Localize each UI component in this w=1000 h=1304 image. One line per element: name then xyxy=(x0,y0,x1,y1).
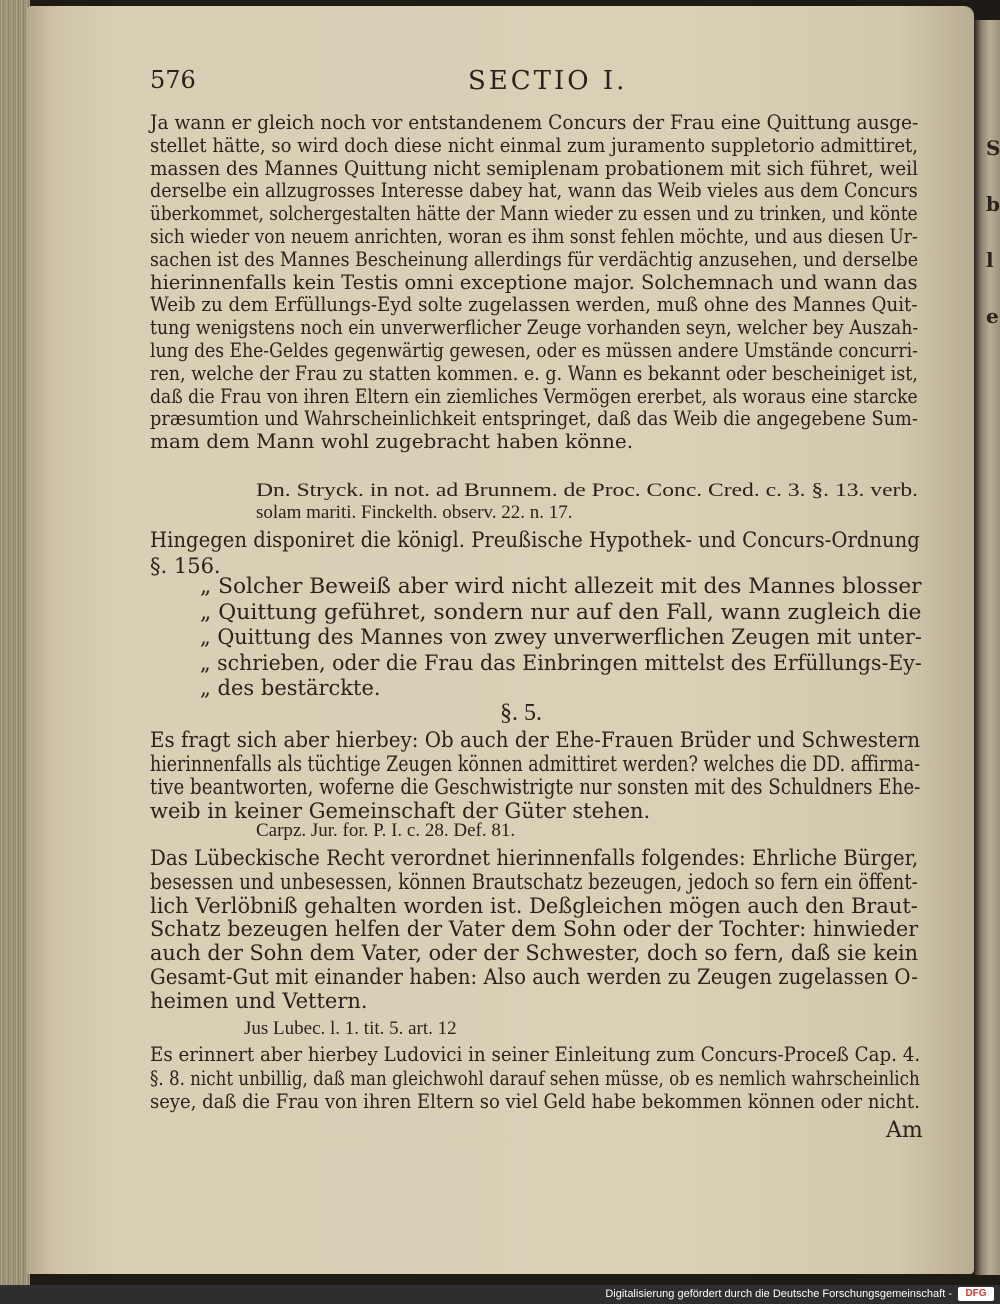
body-text-line: auch der Sohn dem Vater, oder der Schwester, doch so fern, daß sie kein xyxy=(150,941,919,966)
body-text-line: sachen ist des Mannes Bescheinung allerdings für verdächtig anzusehen, und derselbe xyxy=(150,246,918,271)
body-text-line: Es fragt sich aber hierbey: Ob auch der Ehe-Frauen Brüder und Schwestern xyxy=(150,728,921,752)
quoted-ordinance-line: „ schrieben, oder die Frau das Einbringen mittelst des Erfüllungs-Ey- xyxy=(200,650,922,675)
body-text-line: lich Verlöbniß gehalten worden ist. Deßgleichen mögen auch den Braut- xyxy=(150,893,918,918)
body-text-line: weib in keiner Gemeinschaft der Güter stehen. xyxy=(150,798,651,823)
body-text-line: hierinnenfalls kein Testis omni exceptione major. Solchemnach und wann das xyxy=(150,269,918,294)
citation-jus-lubec: Jus Lubec. l. 1. tit. 5. art. 12 xyxy=(244,1018,457,1039)
dfg-logo xyxy=(958,1287,994,1301)
body-text-line: hierinnenfalls als tüchtige Zeugen können admittiret werden? welches die DD. affirma- xyxy=(150,751,920,776)
page-number: 576 xyxy=(150,66,196,94)
running-head: SECTIO I. xyxy=(468,66,628,96)
next-page-letter: S xyxy=(986,136,1000,160)
section-mark: §. 5. xyxy=(500,700,542,726)
footer-bar xyxy=(0,1285,1000,1304)
body-text-line: derselbe ein allzugrosses Interesse dabey hat, wann das Weib vieles aus dem Concurs xyxy=(150,178,918,203)
citation-stryck: Dn. Stryck. in not. ad Brunnem. de Proc. Conc. Cred. c. 3. §. 13. verb. xyxy=(256,480,919,501)
body-text-line: Das Lübeckische Recht verordnet hierinnenfalls folgendes: Ehrliche Bürger, xyxy=(150,846,919,870)
citation-carpzov: Carpz. Jur. for. P. I. c. 28. Def. 81. xyxy=(256,820,516,841)
body-text-line: Ja wann er gleich noch vor entstandenem Concurs der Frau eine Quittung ausge- xyxy=(150,110,919,134)
catchword: Am xyxy=(886,1118,923,1143)
next-page-letter: l xyxy=(986,248,994,272)
body-text-line: tive beantworten, woferne die Geschwistrigte nur sonsten mit des Schuldners Ehe- xyxy=(150,775,921,799)
body-text-line: daß die Frau von ihren Eltern ein ziemliches Vermögen ererbet, als woraus eine starcke xyxy=(150,383,918,408)
body-text-line: tung wenigstens noch ein unverwerflicher Zeuge vorhanden seyn, welcher bey Auszah- xyxy=(150,315,919,340)
quoted-ordinance-line: „ Quittung des Mannes von zwey unverwerflichen Zeugen mit unter- xyxy=(200,625,922,649)
body-text-line: besessen und unbesessen, können Brautschatz bezeugen, jedoch so fern ein öffent- xyxy=(150,869,918,894)
body-text-line: stellet hätte, so wird doch diese nicht einmal zum juramento suppletorio admittiret, xyxy=(150,132,918,157)
body-text-line: Weib zu dem Erfüllungs-Eyd solte zugelassen werden, muß ohne des Mannes Quit- xyxy=(150,292,918,317)
next-page-fragment xyxy=(986,130,1000,430)
next-page-letter: e xyxy=(986,304,999,328)
citation-stryck: solam mariti. Finckelth. observ. 22. n. 17. xyxy=(256,502,573,523)
body-text-line: heimen und Vettern. xyxy=(150,988,368,1013)
quoted-ordinance-line: „ Solcher Beweiß aber wird nicht allezeit mit des Mannes blosser xyxy=(200,574,922,598)
body-text-line: sich wieder von neuem anrichten, woran es ihm sonst fehlen möchte, und aus diesen Ur- xyxy=(150,224,918,248)
body-text-line: überkommet, solchergestalten hätte der Mann wieder zu essen und zu trinken, und könte xyxy=(150,201,918,226)
body-text-line: ren, welche der Frau zu statten kommen. e. g. Wann es bekannt oder bescheiniget ist, xyxy=(150,360,918,385)
body-text-line: §. 8. nicht unbillig, daß man gleichwohl darauf sehen müsse, ob es nemlich wahrscheinlich xyxy=(150,1065,920,1090)
quoted-ordinance-line: „ Quittung geführet, sondern nur auf den Fall, wann zugleich die xyxy=(200,599,922,624)
body-text-line: præsumtion und Wahrscheinlichkeit entspringet, daß das Weib die angegebene Sum- xyxy=(150,406,918,431)
body-text-line: Schatz bezeugen helfen der Vater dem Sohn oder der Tochter: hinwieder xyxy=(150,917,919,942)
quoted-ordinance-line: „ des bestärckte. xyxy=(200,676,381,700)
footer-credit: Digitalisierung gefördert durch die Deutsche Forschungsgemeinschaft - xyxy=(605,1288,952,1300)
body-text-line: lung des Ehe-Geldes gegenwärtig gewesen, oder es müssen andere Umstände concurri- xyxy=(150,338,918,362)
body-text-line: Hingegen disponiret die königl. Preußische Hypothek- und Concurs-Ordnung xyxy=(150,528,920,552)
body-text-line: seye, daß die Frau von ihren Eltern so viel Geld habe bekommen können oder nicht. xyxy=(150,1089,920,1113)
next-page-letter: b xyxy=(986,192,1000,216)
body-text-line: Gesamt-Gut mit einander haben: Also auch werden zu Zeugen zugelassen O- xyxy=(150,965,918,989)
dfg-logo-text: DFG xyxy=(965,1288,987,1299)
body-text-line: §. 156. xyxy=(150,554,221,578)
body-text-line: mam dem Mann wohl zugebracht haben könne. xyxy=(150,429,634,454)
body-text-line: Es erinnert aber hierbey Ludovici in seiner Einleitung zum Concurs-Proceß Cap. 4. xyxy=(150,1042,921,1066)
body-text-line: massen des Mannes Quittung nicht semiplenam probationem mit sich führet, weil xyxy=(150,155,918,180)
